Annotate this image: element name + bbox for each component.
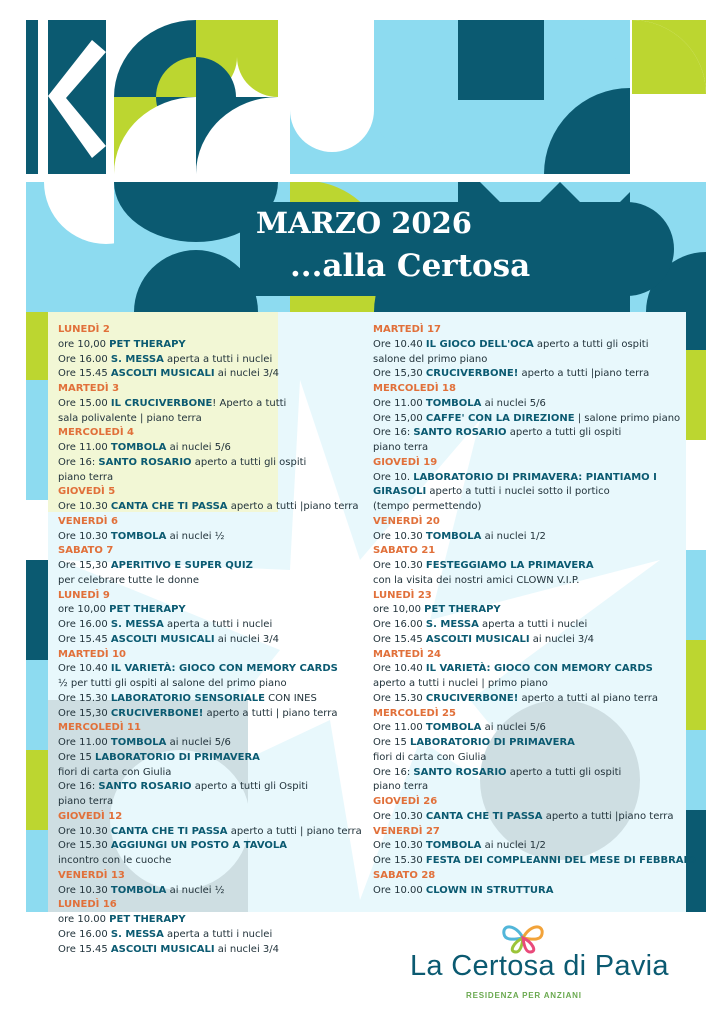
event-line <box>373 618 679 633</box>
event-text: Ore 16: <box>58 781 99 793</box>
event-text: Ore 16.00 <box>58 353 111 365</box>
event-name: PET THERAPY <box>109 914 186 925</box>
event-text: Ore 11.00 <box>373 397 426 409</box>
schedule-column-left <box>58 323 364 957</box>
day-heading: GIOVEDÌ 26 <box>373 796 438 807</box>
event-text: aperto a tutti | piano terra <box>227 825 362 837</box>
event-text: ai nuclei 5/6 <box>166 737 231 748</box>
event-line <box>373 721 679 736</box>
day-heading: LUNEDÌ 2 <box>58 324 110 335</box>
event-name: PET THERAPY <box>109 604 186 616</box>
event-name: TOMBOLA <box>425 840 482 852</box>
event-text: Ore 10.30 <box>58 530 111 542</box>
event-text: aperto a tutti gli Ospiti <box>191 781 309 793</box>
event-text: aperta a tutti i nuclei <box>163 619 273 630</box>
event-line <box>58 471 364 486</box>
event-text: ai nuclei 3/4 <box>214 633 280 645</box>
event-line <box>58 780 364 795</box>
event-name: S. MESSA <box>110 353 164 365</box>
event-text: Ore 10. <box>373 471 414 483</box>
event-text: per celebrare tutte le donne <box>58 574 200 586</box>
event-text: Ore 16.00 <box>58 619 111 630</box>
event-name: IL VARIETÀ: GIOCO CON MEMORY CARDS <box>110 663 338 675</box>
event-line <box>373 574 679 589</box>
event-text: ai nuclei 1/2 <box>481 530 546 542</box>
event-name: ASCOLTI MUSICALI <box>425 633 530 645</box>
event-line <box>373 559 679 574</box>
event-line <box>58 884 364 899</box>
event-line <box>58 677 364 692</box>
event-name: CANTA CHE TI PASSA <box>425 810 543 822</box>
event-line <box>58 412 364 427</box>
event-line <box>58 928 364 943</box>
event-text: ore 10.00 <box>58 914 110 925</box>
event-name: LABORATORIO DI PRIMAVERA <box>95 751 260 763</box>
event-text: Ore 16.00 <box>58 928 111 940</box>
event-name: LABORATORIO DI PRIMAVERA <box>410 737 575 748</box>
event-name: IL VARIETÀ: GIOCO CON MEMORY CARDS <box>425 663 653 675</box>
event-text: Ore 15.30 <box>373 855 426 866</box>
event-text: con la visita dei nostri amici CLOWN V.I.P. <box>373 574 580 586</box>
event-text: | salone primo piano <box>574 412 681 424</box>
day-heading: VENERDÌ 20 <box>373 515 440 527</box>
event-text: Ore 15.45 <box>58 368 111 380</box>
event-name: S. MESSA <box>110 619 164 630</box>
event-line <box>58 603 364 618</box>
event-name: TOMBOLA <box>110 530 167 542</box>
event-name: IL CRUCIVERBONE <box>110 397 213 409</box>
event-line <box>58 456 364 471</box>
event-name: PET THERAPY <box>109 338 186 350</box>
event-text: (tempo permettendo) <box>373 501 482 512</box>
event-line <box>58 707 364 722</box>
event-text: Ore 10.30 <box>58 884 111 896</box>
event-text: Ore 15.30 <box>58 840 111 852</box>
event-text: Ore 10.40 <box>373 663 426 675</box>
event-text: Ore 15,30 <box>58 560 111 571</box>
event-text: ore 10,00 <box>58 338 110 350</box>
event-text: Ore 10.40 <box>58 663 111 675</box>
event-text: ai nuclei 3/4 <box>529 633 595 645</box>
event-text: ai nuclei ½ <box>166 884 225 896</box>
day-heading: LUNEDÌ 23 <box>373 589 432 601</box>
event-name: S. MESSA <box>425 619 479 630</box>
event-line <box>58 574 364 589</box>
event-text: Ore 15 <box>373 737 410 748</box>
event-line <box>373 397 679 412</box>
event-text: Ore 15,00 <box>373 412 426 424</box>
event-line <box>58 441 364 456</box>
day-heading: LUNEDÌ 16 <box>58 899 117 911</box>
day-heading: GIOVEDÌ 12 <box>58 810 123 822</box>
day-heading: SABATO 21 <box>373 545 436 557</box>
event-text: piano terra <box>373 442 429 453</box>
event-text: aperto a tutti gli ospiti <box>506 766 622 778</box>
day-heading: VENERDÌ 27 <box>373 825 440 837</box>
event-text: aperto a tutti i nuclei sotto il portico <box>426 486 610 498</box>
event-line <box>373 736 679 751</box>
event-text: Ore 10.30 <box>373 810 426 822</box>
event-text: aperta a tutti i nuclei <box>163 928 273 940</box>
day-heading: MERCOLEDÌ 18 <box>373 383 456 394</box>
day-heading: SABATO 7 <box>58 545 114 557</box>
event-text: aperto a tutti gli ospiti <box>191 456 307 468</box>
event-line <box>373 441 679 456</box>
event-text: Ore 10.30 <box>373 560 426 571</box>
event-text: Ore 11.00 <box>58 442 111 453</box>
event-text: ai nuclei 1/2 <box>481 840 546 852</box>
event-text: fiori di carta con Giulia <box>58 766 172 778</box>
event-text: piano terra <box>58 796 114 807</box>
event-line <box>373 485 679 500</box>
event-line <box>373 471 679 486</box>
day-heading: MARTEDÌ 3 <box>58 383 120 394</box>
event-line <box>58 530 364 545</box>
day-heading: MARTEDÌ 24 <box>373 648 442 660</box>
event-name: CANTA CHE TI PASSA <box>110 501 228 512</box>
event-line <box>373 412 679 427</box>
event-text: sala polivalente | piano terra <box>58 412 202 424</box>
title-subtitle: ...alla Certosa <box>290 248 531 284</box>
event-text: Ore 10.30 <box>373 840 426 852</box>
event-text: CON INES <box>265 692 317 704</box>
event-line <box>58 662 364 677</box>
event-line <box>373 692 679 707</box>
event-line <box>58 736 364 751</box>
event-name: CRUCIVERBONE! <box>425 692 519 704</box>
event-text: Ore 15.30 <box>373 692 426 704</box>
event-name: SANTO ROSARIO <box>98 781 192 793</box>
event-line <box>373 530 679 545</box>
event-line <box>373 633 679 648</box>
event-text: Ore 15,30 <box>58 707 111 719</box>
schedule-column-right <box>373 323 696 898</box>
day-heading: MERCOLEDÌ 11 <box>58 722 141 734</box>
day-heading: MERCOLEDÌ 4 <box>58 427 134 439</box>
event-text: Ore 11.00 <box>58 737 111 748</box>
brand-tagline: RESIDENZA PER ANZIANI <box>466 991 582 1000</box>
event-text: aperto a tutti gli ospiti <box>506 427 622 439</box>
day-heading: MERCOLEDÌ 25 <box>373 707 456 719</box>
event-line <box>58 943 364 958</box>
day-heading: VENERDÌ 6 <box>58 515 118 527</box>
event-line <box>373 426 679 441</box>
day-heading: GIOVEDÌ 5 <box>58 486 116 498</box>
event-text: aperto a tutti |piano terra <box>227 501 359 512</box>
event-name: SANTO ROSARIO <box>98 456 192 468</box>
event-text: ai nuclei 5/6 <box>481 397 546 409</box>
event-line <box>373 751 679 766</box>
event-text: Ore 15 <box>58 751 95 763</box>
event-name: CRUCIVERBONE! <box>425 368 519 380</box>
event-name: CANTA CHE TI PASSA <box>110 825 228 837</box>
event-name: GIRASOLI <box>373 486 427 498</box>
event-text: ore 10,00 <box>373 604 425 616</box>
event-name: ASCOLTI MUSICALI <box>110 633 215 645</box>
event-text: ai nuclei 5/6 <box>166 442 231 453</box>
event-text: aperto a tutti |piano terra <box>518 368 650 380</box>
event-text: Ore 15,30 <box>373 368 426 380</box>
event-line <box>58 353 364 368</box>
event-line <box>58 692 364 707</box>
event-text: Ore 11.00 <box>373 722 426 734</box>
event-line <box>373 662 679 677</box>
event-line <box>58 618 364 633</box>
event-line <box>373 367 679 382</box>
event-text: aperta a tutti i nuclei <box>478 619 588 630</box>
event-name: S. MESSA <box>110 928 164 940</box>
event-text: ! Aperto a tutti <box>212 397 287 409</box>
event-text: aperto a tutti gli ospiti <box>533 338 649 350</box>
event-line <box>373 810 679 825</box>
event-line <box>373 677 679 692</box>
event-text: ai nuclei 5/6 <box>481 722 546 734</box>
event-name: TOMBOLA <box>110 737 167 748</box>
day-heading: MARTEDÌ 10 <box>58 648 127 660</box>
event-name: APERITIVO E SUPER QUIZ <box>110 560 253 571</box>
event-name: IL GIOCO DELL'OCA <box>425 338 534 350</box>
event-name: SANTO ROSARIO <box>413 427 507 439</box>
event-line <box>373 338 679 353</box>
event-text: ai nuclei 3/4 <box>214 943 280 955</box>
event-text: aperto a tutti |piano terra <box>542 810 674 822</box>
event-text: Ore 15.45 <box>58 633 111 645</box>
event-line <box>373 603 679 618</box>
event-name: SANTO ROSARIO <box>413 766 507 778</box>
event-text: aperta a tutti i nuclei <box>163 353 273 365</box>
event-line <box>58 825 364 840</box>
event-name: LABORATORIO DI PRIMAVERA: PIANTIAMO I <box>413 471 657 483</box>
event-text: ore 10,00 <box>58 604 110 616</box>
event-text: fiori di carta con Giulia <box>373 751 487 763</box>
day-heading: MARTEDÌ 17 <box>373 324 442 335</box>
event-name: FESTA DEI COMPLEANNI DEL MESE DI FEBBRAIO <box>425 855 696 866</box>
event-line <box>58 795 364 810</box>
event-name: PET THERAPY <box>424 604 501 616</box>
event-line <box>373 839 679 854</box>
event-text: Ore 15.45 <box>373 633 426 645</box>
event-text: Ore 15.45 <box>58 943 111 955</box>
event-text: Ore 15.00 <box>58 397 111 409</box>
event-line <box>58 559 364 574</box>
event-name: FESTEGGIAMO LA PRIMAVERA <box>425 560 594 571</box>
event-text: Ore 10.30 <box>58 825 111 837</box>
event-name: AGGIUNGI UN POSTO A TAVOLA <box>110 840 287 852</box>
event-text: aperto a tutti | piano terra <box>203 707 338 719</box>
event-text: ½ per tutti gli ospiti al salone del primo piano <box>58 678 287 689</box>
event-line <box>373 780 679 795</box>
event-name: LABORATORIO SENSORIALE <box>110 692 265 704</box>
event-line <box>58 633 364 648</box>
day-heading: LUNEDÌ 9 <box>58 589 110 601</box>
event-text: Ore 16: <box>58 456 99 468</box>
event-text: salone del primo piano <box>373 353 488 365</box>
brand-name: La Certosa di Pavia <box>410 950 669 982</box>
event-line <box>58 766 364 781</box>
event-line <box>373 884 679 899</box>
event-text: Ore 16: <box>373 427 414 439</box>
event-line <box>373 353 679 368</box>
event-line <box>58 854 364 869</box>
event-line <box>58 913 364 928</box>
day-heading: GIOVEDÌ 19 <box>373 456 438 468</box>
event-line <box>373 500 679 515</box>
event-line <box>373 854 696 869</box>
event-name: TOMBOLA <box>425 397 482 409</box>
event-text: Ore 16: <box>373 766 414 778</box>
event-text: piano terra <box>58 471 114 483</box>
event-line <box>373 766 679 781</box>
event-text: ai nuclei ½ <box>166 530 225 542</box>
event-line <box>58 338 364 353</box>
event-text: incontro con le cuoche <box>58 855 172 866</box>
event-text: Ore 10.40 <box>373 338 426 350</box>
event-name: ASCOLTI MUSICALI <box>110 943 215 955</box>
event-text: ai nuclei 3/4 <box>214 368 280 380</box>
event-text: Ore 10.00 <box>373 884 426 896</box>
event-name: CAFFE' CON LA DIREZIONE <box>425 412 575 424</box>
event-line <box>58 367 364 382</box>
event-text: Ore 10.30 <box>373 530 426 542</box>
event-text: Ore 16.00 <box>373 619 426 630</box>
event-line <box>58 500 364 515</box>
event-text: piano terra <box>373 781 429 793</box>
event-text: Ore 15.30 <box>58 692 111 704</box>
event-text: aperto a tutti i nuclei | primo piano <box>373 678 548 689</box>
title-month: MARZO 2026 <box>256 206 472 240</box>
day-heading: VENERDÌ 13 <box>58 869 125 881</box>
event-line <box>58 751 364 766</box>
event-name: TOMBOLA <box>425 530 482 542</box>
event-name: CLOWN IN STRUTTURA <box>425 884 554 896</box>
event-name: TOMBOLA <box>425 722 482 734</box>
event-name: TOMBOLA <box>110 884 167 896</box>
event-name: TOMBOLA <box>110 442 167 453</box>
day-heading: SABATO 28 <box>373 869 436 881</box>
event-text: aperto a tutti al piano terra <box>518 692 659 704</box>
event-line <box>58 397 364 412</box>
event-name: CRUCIVERBONE! <box>110 707 204 719</box>
event-text: Ore 10.30 <box>58 501 111 512</box>
event-line <box>58 839 364 854</box>
event-name: ASCOLTI MUSICALI <box>110 368 215 380</box>
